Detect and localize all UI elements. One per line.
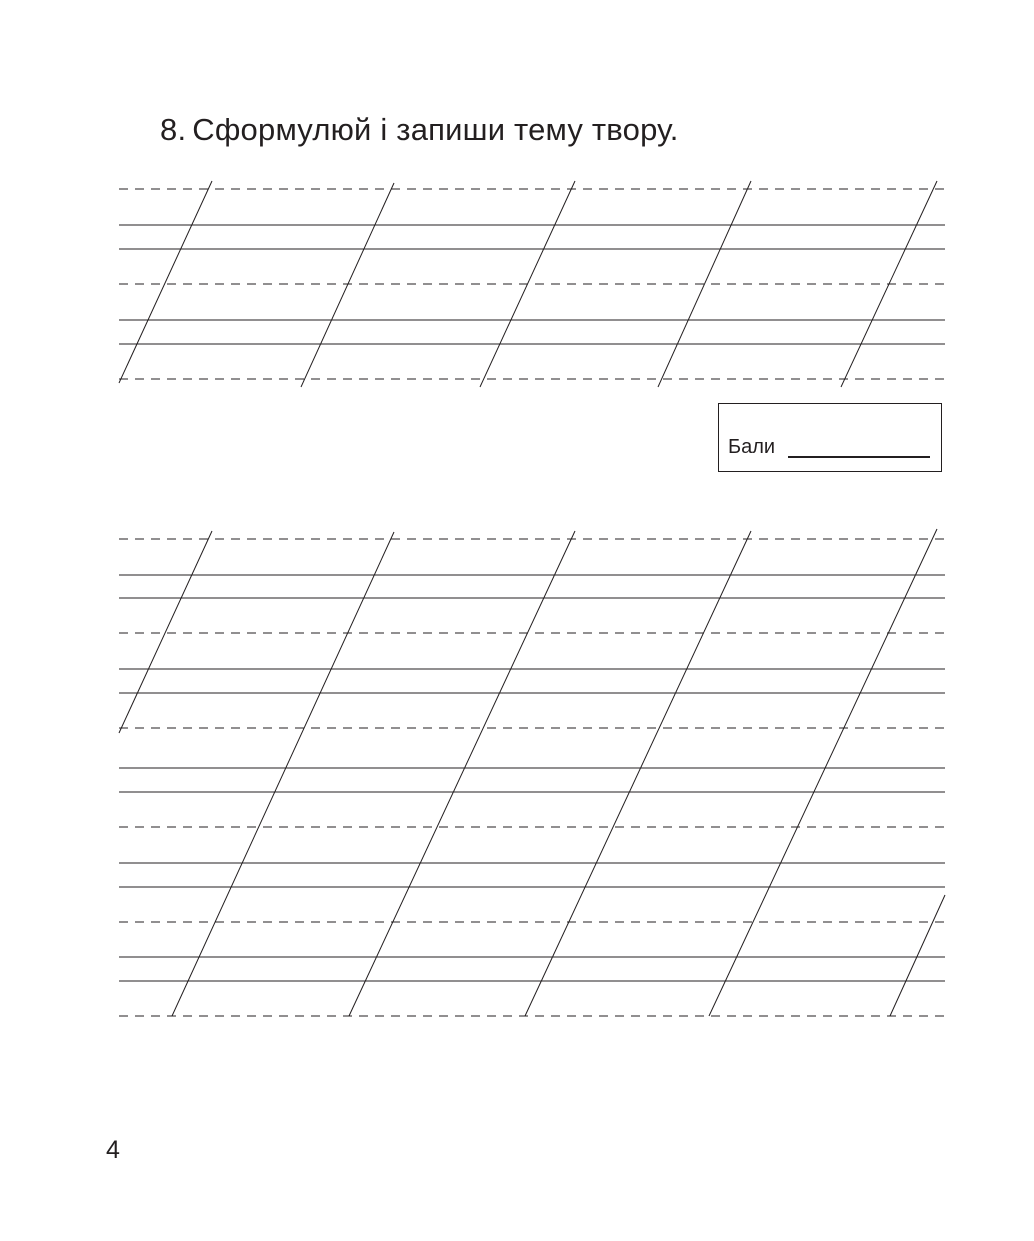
slant-line <box>525 531 751 1016</box>
slant-line <box>349 531 575 1016</box>
slant-line <box>301 183 394 387</box>
slant-line <box>119 531 212 733</box>
score-blank-field[interactable] <box>788 456 930 458</box>
page-number: 4 <box>106 1136 120 1164</box>
slant-line <box>658 181 751 387</box>
slant-line <box>890 895 945 1016</box>
task-text: Сформулюй і запиши тему твору. <box>192 112 679 147</box>
slant-line <box>841 181 937 387</box>
slant-line <box>119 181 212 383</box>
slant-line <box>709 529 937 1016</box>
score-box <box>718 403 942 472</box>
slant-line <box>172 532 394 1016</box>
task-number: 8. <box>160 112 187 147</box>
slant-line <box>480 181 575 387</box>
score-label: Бали <box>728 436 776 458</box>
task-heading <box>160 110 679 150</box>
